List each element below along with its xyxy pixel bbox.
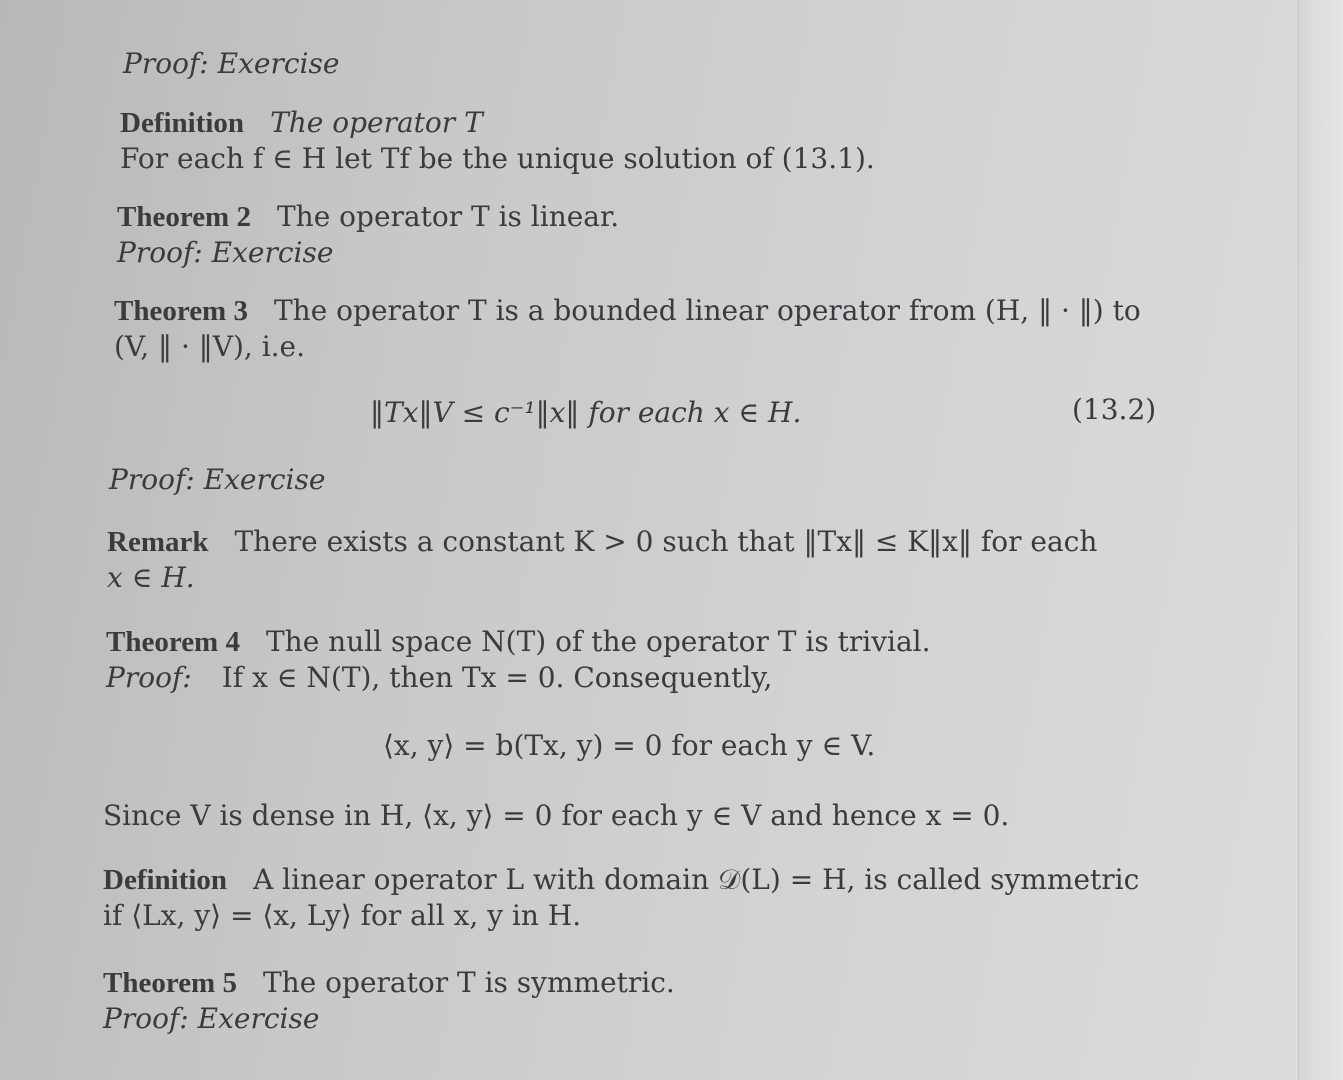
remark-line2: x ∈ H. [107,561,195,594]
theorem-5 [103,965,675,1037]
theorem-2 [117,199,619,271]
theorem-4-proof-text: If x ∈ N(T), then Tx = 0. Consequently, [221,661,773,694]
page-edge [1298,0,1343,1080]
theorem-2-text: The operator T is linear. [276,200,620,233]
remark-text: There exists a constant K > 0 such that ‖Tx‖ ≤ K‖x‖ for each [234,525,1098,558]
remark [107,524,1097,596]
definition-symmetric-text: A linear operator L with domain 𝒟(L) = H, is called symmetric [253,863,1140,896]
theorem-4-proof-label: Proof: [106,661,192,694]
definition-symmetric-heading: Definition [103,864,228,896]
definition-symmetric-line2: if ⟨Lx, y⟩ = ⟨x, Ly⟩ for all x, y in H. [103,899,582,932]
definition-heading: Definition [120,107,245,139]
theorem-4 [106,624,931,696]
equation-number: (13.2) [1072,393,1157,426]
theorem-3 [114,293,1141,365]
theorem-4-text: The null space N(T) of the operator T is trivial. [265,625,931,658]
proof-exercise-1: Proof: Exercise [123,47,340,80]
theorem-2-proof: Proof: Exercise [117,236,334,269]
theorem-3-text: The operator T is a bounded linear operator from (H, ‖ · ‖) to [273,294,1141,327]
theorem-3-line2: (V, ‖ · ‖V), i.e. [114,330,306,363]
theorem-5-text: The operator T is symmetric. [262,966,675,999]
remark-heading: Remark [107,526,209,558]
theorem-5-heading: Theorem 5 [103,967,237,999]
definition-text: For each f ∈ H let Tf be the unique solution of (13.1). [120,142,875,175]
equation-inner-product: ⟨x, y⟩ = b(Tx, y) = 0 for each y ∈ V. [383,729,876,762]
theorem-4-heading: Theorem 4 [106,626,240,658]
theorem-2-heading: Theorem 2 [117,201,251,233]
definition-operator [120,105,875,177]
definition-symmetric [103,862,1139,934]
theorem-3-heading: Theorem 3 [114,295,248,327]
definition-title: The operator T [270,106,483,139]
proof-exercise-3: Proof: Exercise [109,463,326,496]
equation-13-2: ‖Tx‖V ≤ c⁻¹‖x‖ for each x ∈ H. [370,396,802,429]
theorem-5-proof: Proof: Exercise [103,1002,320,1035]
theorem-4-conclusion: Since V is dense in H, ⟨x, y⟩ = 0 for each y ∈ V and hence x = 0. [103,799,1010,832]
